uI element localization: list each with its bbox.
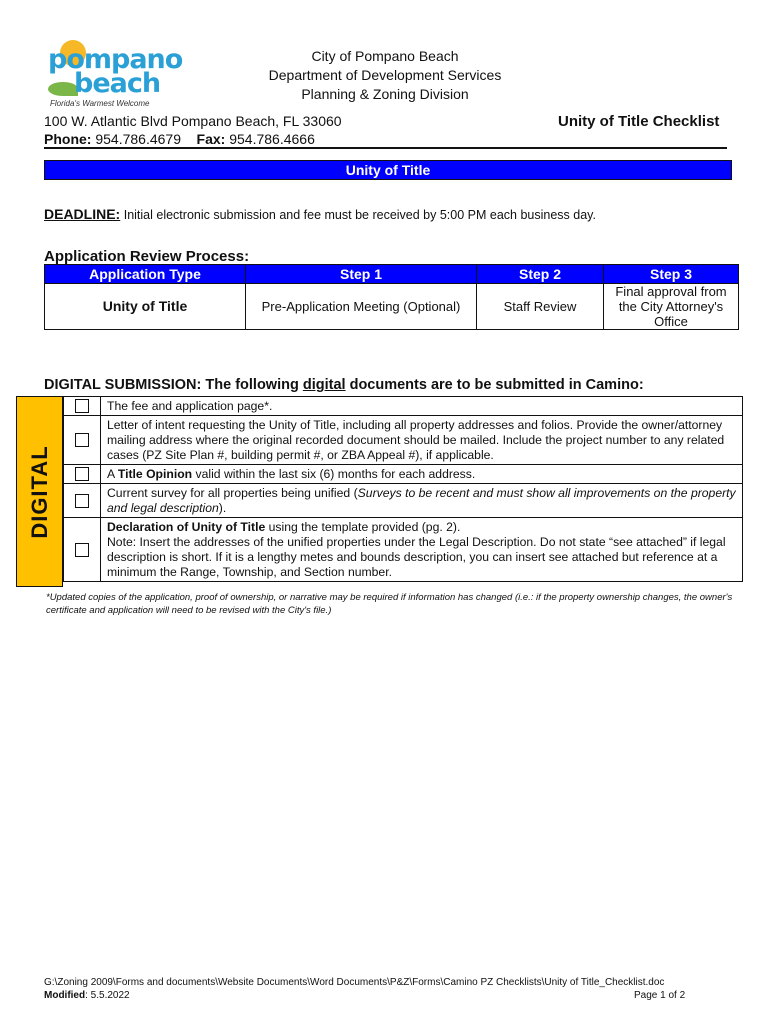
- submission-checklist: [63, 396, 743, 582]
- item-text: A Title Opinion valid within the last six (6) months for each address.: [107, 467, 476, 481]
- ds-title-rest: documents are to be submitted in Camino:: [349, 377, 644, 393]
- table-header-row: [45, 265, 739, 284]
- checkbox[interactable]: [75, 433, 89, 447]
- cell-step-3: Final approval from the City Attorney's Office: [604, 284, 739, 330]
- footnote: *Updated copies of the application, proof of ownership, or narrative may be required if information has changed (i.e.: if the property ownership changes, the owner's certificate and application will need to be revised with the City's file.): [46, 592, 733, 616]
- ds-title-label: DIGITAL SUBMISSION:: [44, 377, 202, 393]
- logo-word-beach: beach: [74, 68, 161, 99]
- deadline-text: Initial electronic submission and fee must be received by 5:00 PM each business day.: [123, 208, 596, 222]
- item-text: The fee and application page*.: [107, 399, 273, 413]
- list-item: [64, 416, 742, 465]
- logo-tagline: Florida's Warmest Welcome: [50, 99, 150, 108]
- division-name: Planning & Zoning Division: [301, 86, 469, 102]
- page-number: Page 1 of 2: [634, 990, 686, 1001]
- header-step-1: Step 1: [246, 265, 477, 284]
- cell-step-1: Pre-Application Meeting (Optional): [246, 284, 477, 330]
- department-name: Department of Development Services: [268, 67, 502, 83]
- modified-date: [44, 990, 130, 1001]
- cell-step-2: Staff Review: [477, 284, 604, 330]
- file-path: G:\Zoning 2009\Forms and documents\Website Documents\Word Documents\P&Z\Forms\Camino PZ Checklists\Unity of Title_Checklist.doc: [44, 977, 665, 988]
- section-banner: Unity of Title: [44, 160, 732, 180]
- header-application-type: Application Type: [45, 265, 246, 284]
- header-step-3: Step 3: [604, 265, 739, 284]
- checkbox[interactable]: [75, 467, 89, 481]
- ds-title-part: The following: [205, 377, 299, 393]
- department-header: [200, 47, 570, 104]
- contact-line: [44, 131, 315, 147]
- table-row: [45, 284, 739, 330]
- digital-tab-label: DIGITAL: [26, 444, 52, 539]
- phone-number: 954.786.4679: [95, 131, 181, 147]
- checklist-title: Unity of Title Checklist: [558, 113, 720, 130]
- digital-side-tab: [16, 396, 63, 587]
- item-text: Declaration of Unity of Title using the template provided (pg. 2). Note: Insert the addresses of the unified properties under the Legal Description. Do not state “see attached” if legal description is short. If it is a lengthy metes and bounds description, you can insert see attached but reference at a minimum the Range, Township, and Section number.: [107, 520, 726, 579]
- review-process-table: [44, 264, 739, 330]
- city-name: City of Pompano Beach: [311, 48, 459, 64]
- item-text: Current survey for all properties being unified (Surveys to be recent and must show all improvements on the property and legal description).: [107, 486, 736, 515]
- review-process-title: Application Review Process:: [44, 248, 250, 265]
- deadline-notice: [44, 206, 596, 222]
- fax-number: 954.786.4666: [229, 131, 315, 147]
- list-item: [64, 397, 742, 416]
- deadline-label: DEADLINE:: [44, 206, 121, 222]
- list-item: [64, 465, 742, 484]
- logo-word-pompano: pompano: [48, 44, 183, 75]
- phone-label: Phone:: [44, 131, 92, 147]
- city-logo: [44, 38, 183, 112]
- item-text: Letter of intent requesting the Unity of Title, including all property addresses and folios. Provide the owner/attorney mailing address where the original recorded document should be mailed. Include the project number to any related cases (PZ Site Plan #, building permit #, or ZBA Appeal #), if applicable.: [107, 418, 725, 462]
- checkbox[interactable]: [75, 543, 89, 557]
- modified-value: : 5.5.2022: [85, 990, 130, 1001]
- list-item: [64, 484, 742, 518]
- address: 100 W. Atlantic Blvd Pompano Beach, FL 33060: [44, 113, 342, 129]
- ds-title-digital: digital: [302, 377, 346, 393]
- modified-label: Modified: [44, 990, 86, 1001]
- cell-application-type: Unity of Title: [45, 284, 246, 330]
- header-step-2: Step 2: [477, 265, 604, 284]
- checkbox[interactable]: [75, 494, 89, 508]
- digital-submission-title: [44, 377, 644, 393]
- header-divider: [44, 147, 727, 149]
- checkbox[interactable]: [75, 399, 89, 413]
- list-item: [64, 518, 742, 581]
- fax-label: Fax:: [196, 131, 226, 147]
